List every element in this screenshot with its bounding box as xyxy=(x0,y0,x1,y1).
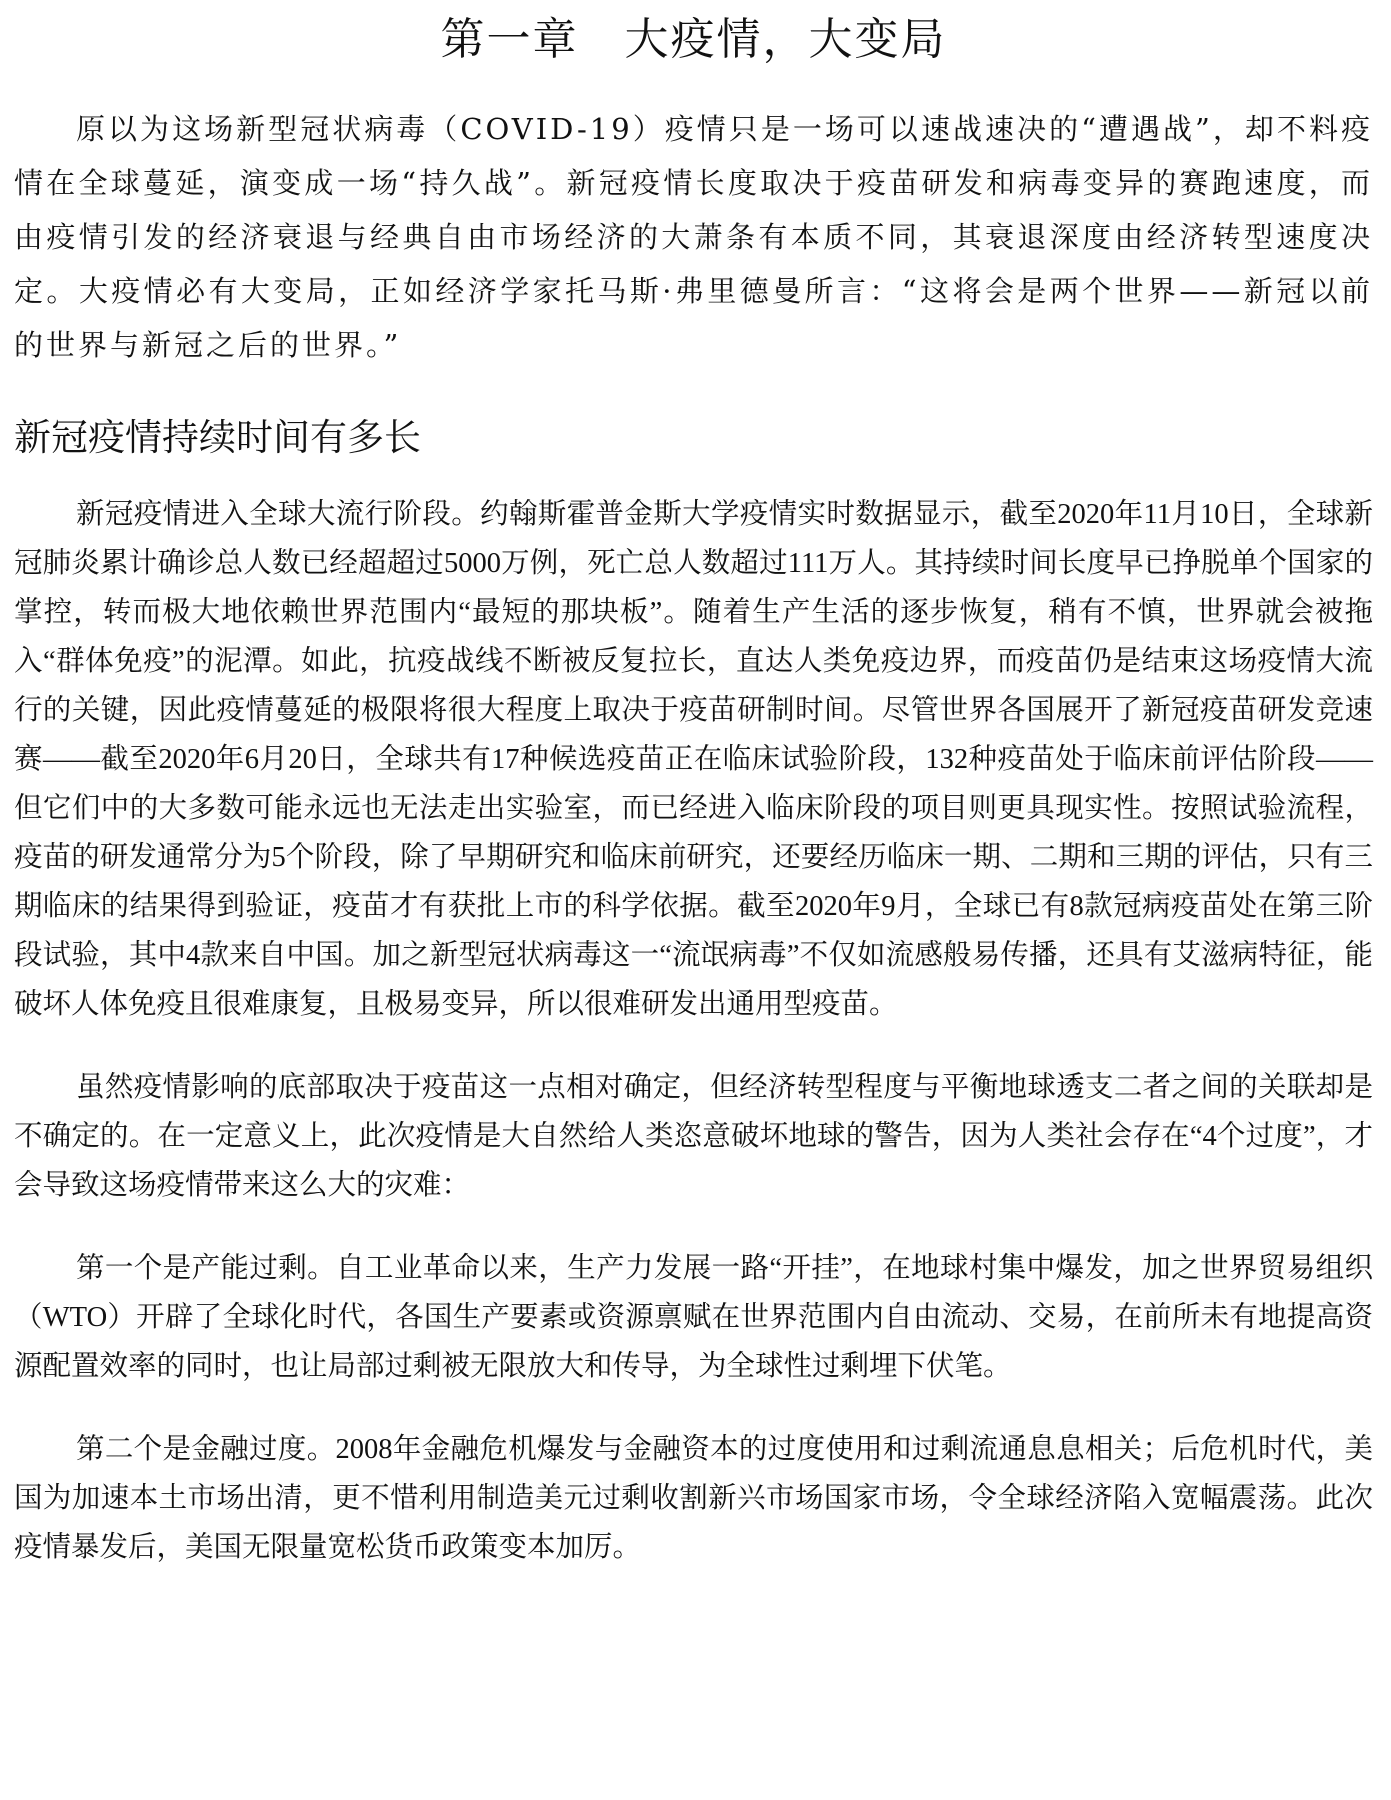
chapter-title: 第一章 大疫情，大变局 xyxy=(440,14,947,65)
body-paragraph-4: 第二个是金融过度。2008年金融危机爆发与金融资本的过度使用和过剩流通息息相关；后危机时代，美国为加速本土市场出清，更不惜利用制造美元过剩收割新兴市场国家市场，令全球经济陷入宽幅震荡。此次疫情暴发后，美国无限量宽松货币政策变本加厉。 xyxy=(14,1434,1373,1563)
section-heading: 新冠疫情持续时间有多长 xyxy=(14,416,421,459)
body-paragraph-2: 虽然疫情影响的底部取决于疫苗这一点相对确定，但经济转型程度与平衡地球透支二者之间的关联却是不确定的。在一定意义上，此次疫情是大自然给人类恣意破坏地球的警告，因为人类社会存在“4个过度”，才会导致这场疫情带来这么大的灾难： xyxy=(14,1072,1373,1201)
body-paragraph-1: 新冠疫情进入全球大流行阶段。约翰斯霍普金斯大学疫情实时数据显示，截至2020年11月10日，全球新冠肺炎累计确诊总人数已经超超过5000万例，死亡总人数超过111万人。其持续时间长度早已挣脱单个国家的掌控，转而极大地依赖世界范围内“最短的那块板”。随着生产生活的逐步恢复，稍有不慎，世界就会被拖入“群体免疫”的泥潭。如此，抗疫战线不断被反复拉长，直达人类免疫边界，而疫苗仍是结束这场疫情大流行的关键，因此疫情蔓延的极限将很大程度上取决于疫苗研制时间。尽管世界各国展开了新冠疫苗研发竞速赛——截至2020年6月20日，全球共有17种候选疫苗正在临床试验阶段，132种疫苗处于临床前评估阶段——但它们中的大多数可能永远也无法走出实验室，而已经进入临床阶段的项目则更具现实性。按照试验流程，疫苗的研发通常分为5个阶段，除了早期研究和临床前研究，还要经历临床一期、二期和三期的评估，只有三期临床的结果得到验证，疫苗才有获批上市的科学依据。截至2020年9月，全球已有8款冠病疫苗处在第三阶段试验，其中4款来自中国。加之新型冠状病毒这一“流氓病毒”不仅如流感般易传播，还具有艾滋病特征，能破坏人体免疫且很难康复，且极易变异，所以很难研发出通用型疫苗。 xyxy=(14,499,1373,1020)
intro-paragraph: 原以为这场新型冠状病毒（COVID-19）疫情只是一场可以速战速决的“遭遇战”，却不料疫情在全球蔓延，演变成一场“持久战”。新冠疫情长度取决于疫苗研发和病毒变异的赛跑速度，而由疫情引发的经济衰退与经典自由市场经济的大萧条有本质不同，其衰退深度由经济转型速度决定。大疫情必有大变局，正如经济学家托马斯·弗里德曼所言：“这将会是两个世界——新冠以前的世界与新冠之后的世界。” xyxy=(14,112,1373,362)
body-paragraph-3: 第一个是产能过剩。自工业革命以来，生产力发展一路“开挂”，在地球村集中爆发，加之世界贸易组织（WTO）开辟了全球化时代，各国生产要素或资源禀赋在世界范围内自由流动、交易，在前所未有地提高资源配置效率的同时，也让局部过剩被无限放大和传导，为全球性过剩埋下伏笔。 xyxy=(14,1253,1373,1382)
